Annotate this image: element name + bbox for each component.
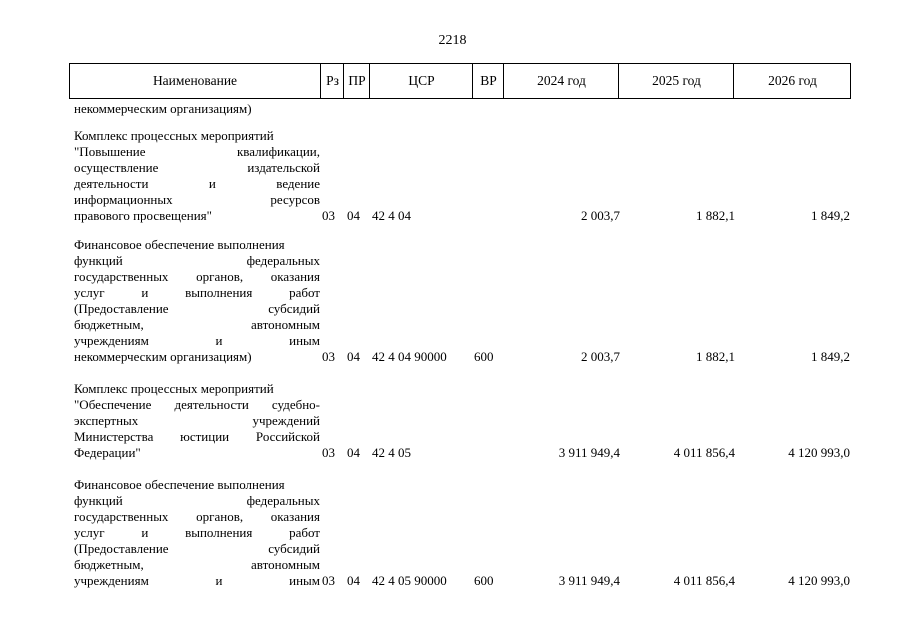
pr-cell: 04: [347, 573, 360, 588]
name-line: функций федеральных: [74, 253, 320, 268]
rz-cell: 03: [322, 445, 335, 460]
continuation-line: [74, 101, 320, 117]
name-line: бюджетным, автономным: [74, 557, 320, 572]
name-line: услуг и выполнения работ: [74, 285, 320, 300]
name-line: некоммерческим организациям): [74, 349, 252, 364]
name-line: "Повышение квалификации,: [74, 144, 320, 159]
row-name: [74, 237, 320, 365]
name-line: осуществление издательской: [74, 160, 320, 175]
amount-2024-cell: 3 911 949,4: [558, 445, 620, 460]
column-header-rz: Рз: [320, 64, 344, 98]
name-line: Федерации": [74, 445, 141, 460]
name-line: бюджетным, автономным: [74, 317, 320, 332]
csr-cell: 42 4 05: [372, 445, 411, 460]
name-line: Финансовое обеспечение выполнения: [74, 477, 285, 492]
row-values: [0, 573, 905, 589]
column-header-2024: 2024 год: [503, 64, 619, 98]
name-line: Министерства юстиции Российской: [74, 429, 320, 444]
name-line: государственных органов, оказания: [74, 509, 320, 524]
pr-cell: 04: [347, 208, 360, 223]
name-line: государственных органов, оказания: [74, 269, 320, 284]
row-values: [0, 445, 905, 461]
name-line: Комплекс процессных мероприятий: [74, 128, 274, 143]
vr-cell: 600: [474, 573, 494, 588]
csr-cell: 42 4 04 90000: [372, 349, 447, 364]
amount-2024-cell: 3 911 949,4: [558, 573, 620, 588]
name-line: Финансовое обеспечение выполнения: [74, 237, 285, 252]
vr-cell: 600: [474, 349, 494, 364]
amount-2026-cell: 4 120 993,0: [788, 573, 850, 588]
rz-cell: 03: [322, 349, 335, 364]
name-line: некоммерческим организациям): [74, 101, 252, 116]
amount-2024-cell: 2 003,7: [581, 208, 620, 223]
row-values: [0, 208, 905, 224]
csr-cell: 42 4 05 90000: [372, 573, 447, 588]
rz-cell: 03: [322, 573, 335, 588]
name-line: правового просвещения": [74, 208, 212, 223]
name-line: экспертных учреждений: [74, 413, 320, 428]
name-line: информационных ресурсов: [74, 192, 320, 207]
column-header-pr: ПР: [343, 64, 370, 98]
column-header-csr: ЦСР: [369, 64, 473, 98]
name-line: учреждениям и иным: [74, 573, 320, 588]
name-line: (Предоставление субсидий: [74, 541, 320, 556]
name-line: "Обеспечение деятельности судебно-: [74, 397, 320, 412]
name-line: учреждениям и иным: [74, 333, 320, 348]
row-values: [0, 349, 905, 365]
column-header-2026: 2026 год: [733, 64, 851, 98]
amount-2025-cell: 1 882,1: [696, 208, 735, 223]
column-header-name: Наименование: [152, 73, 238, 88]
amount-2025-cell: 4 011 856,4: [673, 445, 735, 460]
name-line: Комплекс процессных мероприятий: [74, 381, 274, 396]
column-header-2025: 2025 год: [618, 64, 734, 98]
table-header: [69, 63, 851, 99]
name-line: услуг и выполнения работ: [74, 525, 320, 540]
name-line: (Предоставление субсидий: [74, 301, 320, 316]
pr-cell: 04: [347, 445, 360, 460]
pr-cell: 04: [347, 349, 360, 364]
amount-2026-cell: 4 120 993,0: [788, 445, 850, 460]
page-number: 2218: [438, 33, 467, 48]
amount-2025-cell: 1 882,1: [696, 349, 735, 364]
column-header-vr: ВР: [472, 64, 504, 98]
amount-2024-cell: 2 003,7: [581, 349, 620, 364]
csr-cell: 42 4 04: [372, 208, 411, 223]
name-line: функций федеральных: [74, 493, 320, 508]
amount-2025-cell: 4 011 856,4: [673, 573, 735, 588]
amount-2026-cell: 1 849,2: [811, 349, 850, 364]
name-line: деятельности и ведение: [74, 176, 320, 191]
amount-2026-cell: 1 849,2: [811, 208, 850, 223]
rz-cell: 03: [322, 208, 335, 223]
